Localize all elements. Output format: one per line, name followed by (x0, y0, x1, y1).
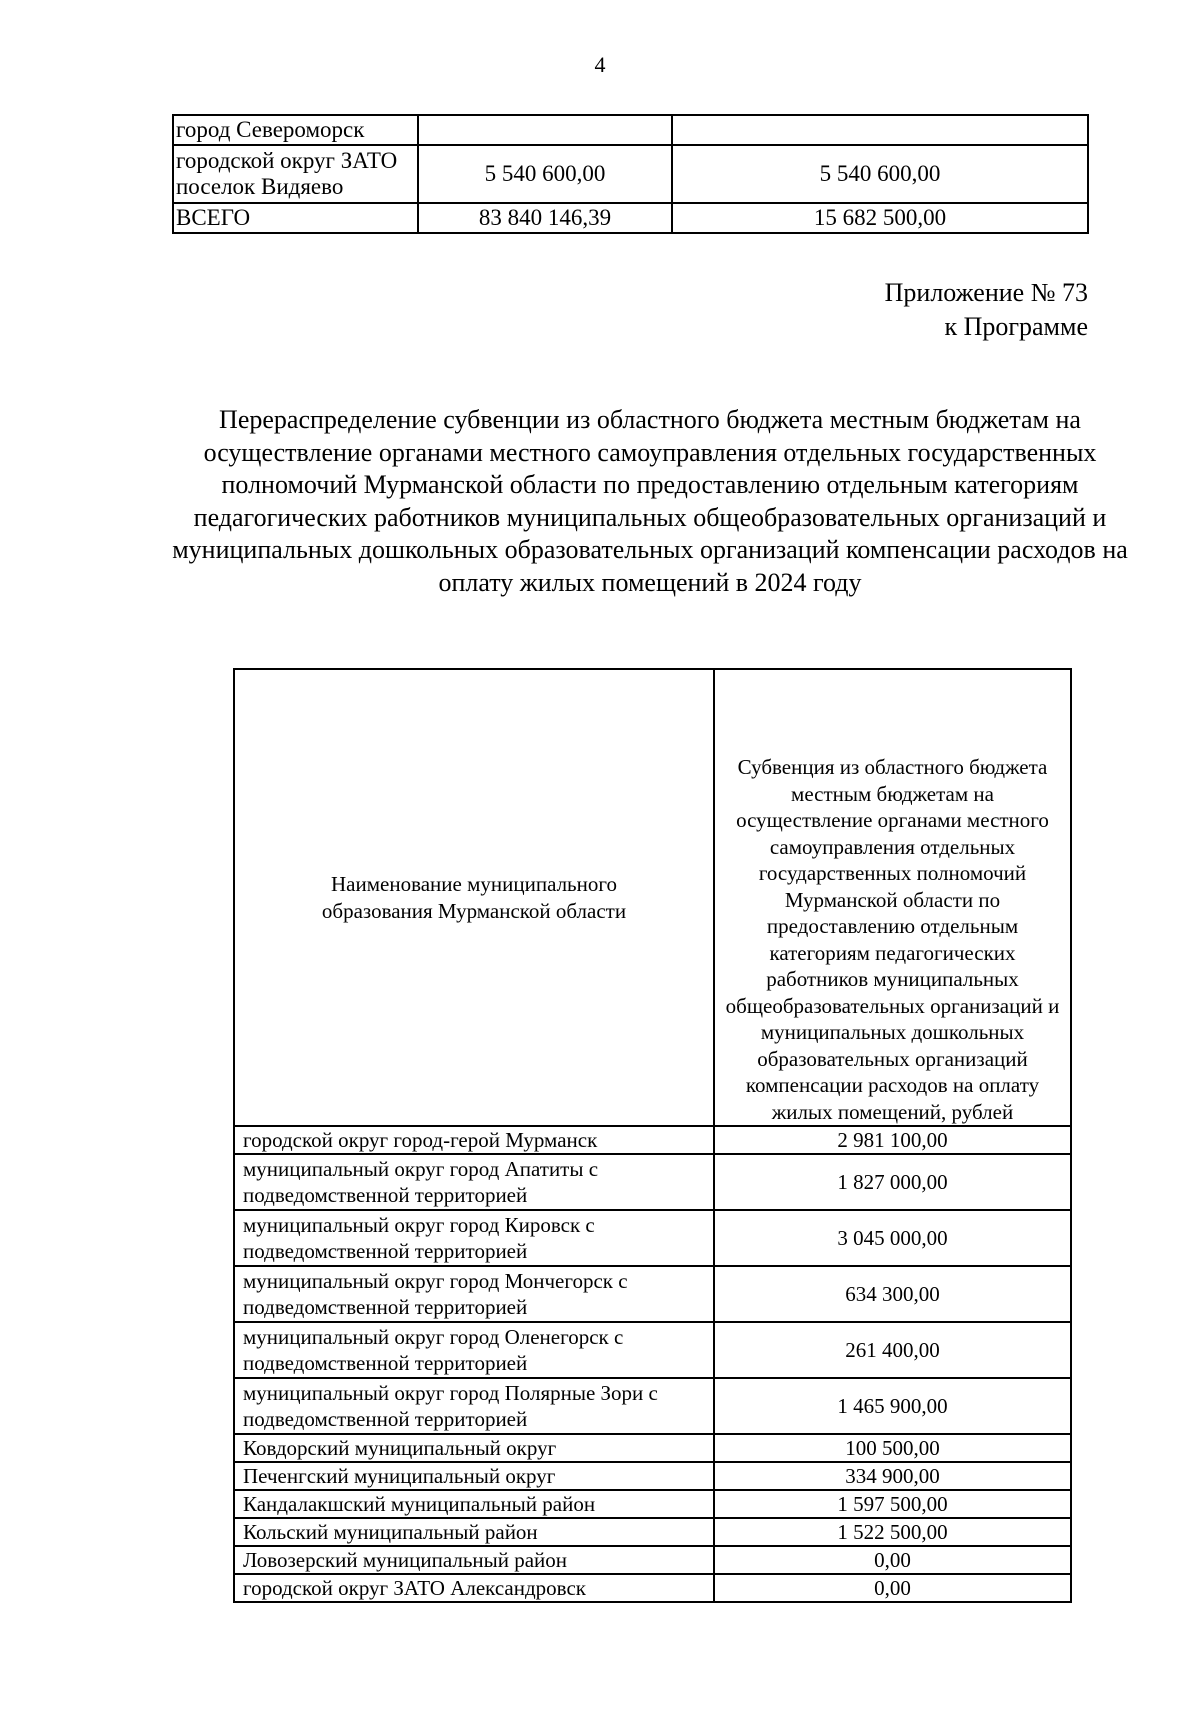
total-label: ВСЕГО (173, 203, 418, 233)
table-row (234, 1518, 1071, 1546)
municipality-name: Ковдорский муниципальный округ (234, 1434, 714, 1462)
amount-cell (418, 115, 672, 145)
municipality-name: муниципальный округ город Мончегорск с подведомственной территорией (234, 1266, 714, 1322)
subvention-table (233, 668, 1072, 1603)
table-row (234, 1210, 1071, 1266)
amount-cell (672, 115, 1088, 145)
table-row (234, 1266, 1071, 1322)
amount-cell: 3 045 000,00 (714, 1210, 1071, 1266)
municipality-name: городской округ ЗАТО Александровск (234, 1574, 714, 1602)
municipality-name: муниципальный округ город Кировск с подведомственной территорией (234, 1210, 714, 1266)
amount-cell: 634 300,00 (714, 1266, 1071, 1322)
municipality-name: муниципальный округ город Полярные Зори с подведомственной территорией (234, 1378, 714, 1434)
table-row (234, 1154, 1071, 1210)
amount-cell: 1 827 000,00 (714, 1154, 1071, 1210)
total-amount: 83 840 146,39 (418, 203, 672, 233)
municipality-name: муниципальный округ город Оленегорск с подведомственной территорией (234, 1322, 714, 1378)
municipality-name: город Североморск (173, 115, 418, 145)
table-row (234, 1462, 1071, 1490)
amount-cell: 1 597 500,00 (714, 1490, 1071, 1518)
appendix-program: к Программе (944, 312, 1088, 341)
municipality-name: Кандалакшский муниципальный район (234, 1490, 714, 1518)
municipality-name: Печенгский муниципальный округ (234, 1462, 714, 1490)
table-row (234, 1378, 1071, 1434)
table-row (234, 1322, 1071, 1378)
amount-cell: 334 900,00 (714, 1462, 1071, 1490)
amount-cell: 100 500,00 (714, 1434, 1071, 1462)
appendix-label (885, 276, 1088, 344)
municipality-name: Ловозерский муниципальный район (234, 1546, 714, 1574)
amount-cell: 5 540 600,00 (418, 145, 672, 203)
amount-cell: 1 522 500,00 (714, 1518, 1071, 1546)
table-row (173, 145, 1088, 203)
municipality-name: муниципальный округ город Апатиты с подведомственной территорией (234, 1154, 714, 1210)
table-row (234, 1546, 1071, 1574)
municipality-name: городской округ ЗАТО поселок Видяево (173, 145, 418, 203)
table-row (234, 1490, 1071, 1518)
table-row (234, 1126, 1071, 1154)
header-municipality: Наименование муниципального образования Мурманской области (234, 669, 714, 1126)
table-row (234, 1574, 1071, 1602)
header-subvention: Субвенция из областного бюджета местным бюджетам на осуществление органами местного самоуправления отдельных государственных полномочий Мурманской области по предоставлению отдельным категориям педагогических работников муниципальных общеобразовательных организаций и муниципальных дошкольных образовательных организаций компенсации расходов на оплату жилых помещений, рублей (714, 669, 1071, 1126)
amount-cell: 261 400,00 (714, 1322, 1071, 1378)
total-amount: 15 682 500,00 (672, 203, 1088, 233)
document-title: Перераспределение субвенции из областного бюджета местным бюджетам на осуществление органами местного самоуправления отдельных государственных полномочий Мурманской области по предоставлению отдельным категориям педагогических работников муниципальных общеобразовательных организаций и муниципальных дошкольных образовательных организаций компенсации расходов на оплату жилых помещений в 2024 году (172, 405, 1128, 597)
amount-cell: 2 981 100,00 (714, 1126, 1071, 1154)
municipality-name: Кольский муниципальный район (234, 1518, 714, 1546)
amount-cell: 0,00 (714, 1546, 1071, 1574)
appendix-number: Приложение № 73 (884, 278, 1088, 307)
amount-cell: 1 465 900,00 (714, 1378, 1071, 1434)
table-header-row (234, 669, 1071, 1126)
municipality-name: городской округ город-герой Мурманск (234, 1126, 714, 1154)
continuation-table (172, 114, 1089, 234)
table-row (234, 1434, 1071, 1462)
amount-cell: 5 540 600,00 (672, 145, 1088, 203)
amount-cell: 0,00 (714, 1574, 1071, 1602)
total-row (173, 203, 1088, 233)
page-number: 4 (594, 52, 606, 77)
table-row (173, 115, 1088, 145)
